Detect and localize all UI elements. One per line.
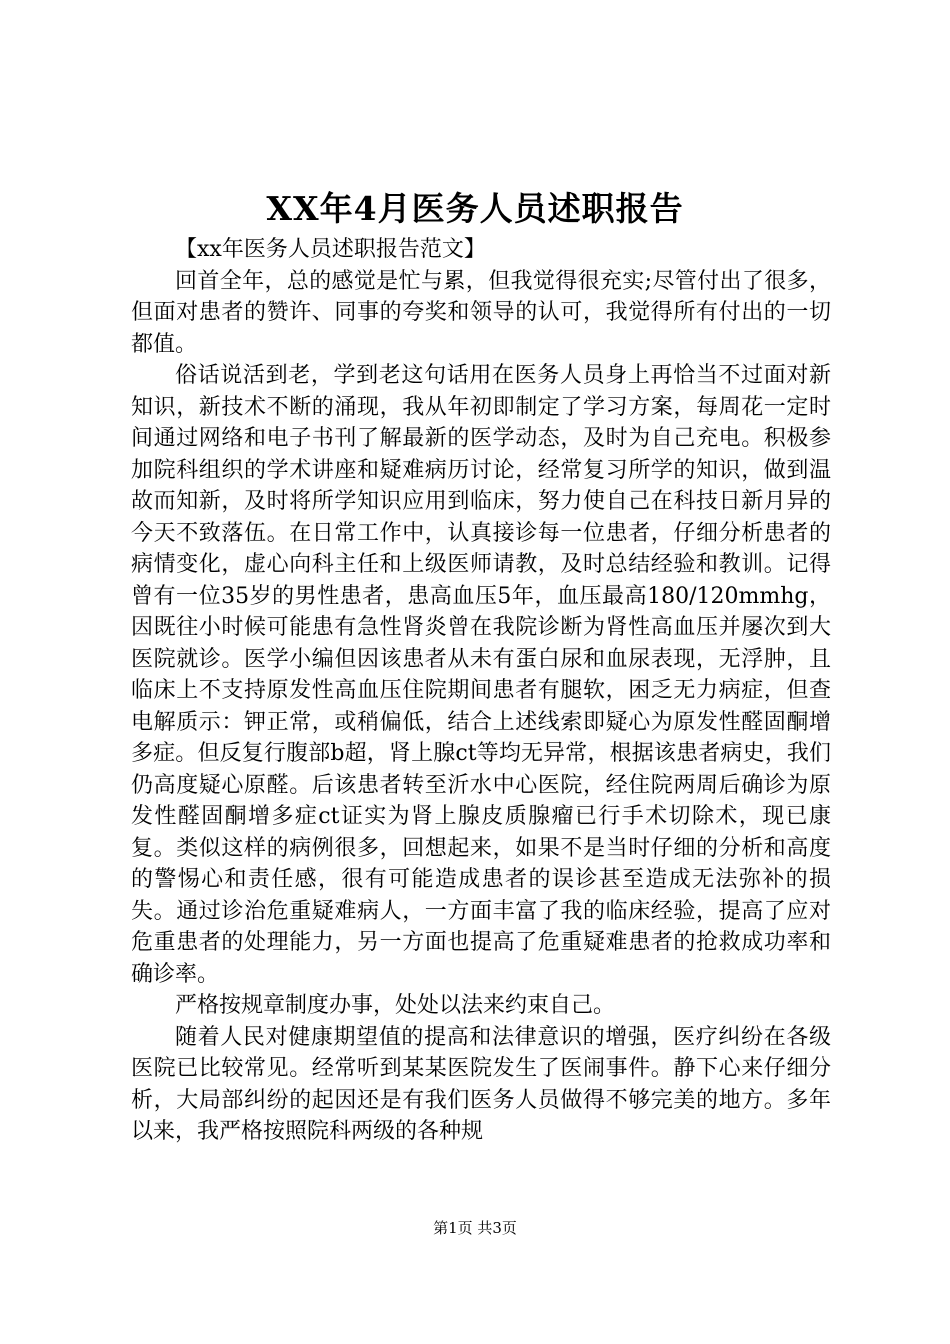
paragraph: 严格按规章制度办事，处处以法来约束自己。 (175, 993, 616, 1018)
document-body (131, 234, 831, 1148)
paragraph: 俗话说活到老，学到老这句话用在医务人员身上再恰当不过面对新知识，新技术不断的涌现，我从年初即制定了学习方案，每周花一定时间通过网络和电子书刊了解最新的医学动态，及时为自己充电。积极参加院科组织的学术讲座和疑难病历讨论，经常复习所学的知识，做到温故而知新，及时将所学知识应用到临床，努力使自己在科技日新月异的今天不致落伍。在日常工作中，认真接诊每一位患者，仔细分析患者的病情变化，虚心向科主任和上级医师请教，及时总结经验和教训。记得曾有一位35岁的男性患者，患高血压5年，血压最高180/120mmhg，因既往小时候可能患有急性肾炎曾在我院诊断为肾性高血压并屡次到大医院就诊。医学小编但因该患者从未有蛋白尿和血尿表现，无浮肿，且临床上不支持原发性高血压住院期间患者有腿软，困乏无力病症，但查电解质示：钾正常，或稍偏低，结合上述线索即疑心为原发性醛固酮增多症。但反复行腹部b超，肾上腺ct等均无异常，根据该患者病史，我们仍高度疑心原醛。后该患者转至沂水中心医院，经住院两周后确诊为原发性醛固酮增多症ct证实为肾上腺皮质腺瘤已行手术切除术，现已康复。类似这样的病例很多，回想起来，如果不是当时仔细的分析和高度的警惕心和责任感，很有可能造成患者的误诊甚至造成无法弥补的损失。通过诊治危重疑难病人，一方面丰富了我的临床经验，提高了应对危重患者的处理能力，另一方面也提高了危重疑难患者的抢救成功率和确诊率。 (131, 363, 831, 987)
document-subtitle: 【xx年医务人员述职报告范文】 (175, 237, 486, 262)
paragraph: 随着人民对健康期望值的提高和法律意识的增强，医疗纠纷在各级医院已比较常见。经常听到某某医院发生了医闹事件。静下心来仔细分析，大局部纠纷的起因还是有我们医务人员做得不够完美的地方。多年以来，我严格按照院科两级的各种规 (131, 1024, 831, 1144)
paragraph: 回首全年，总的感觉是忙与累，但我觉得很充实;尽管付出了很多，但面对患者的赞许、同事的夸奖和领导的认可，我觉得所有付出的一切都值。 (131, 268, 831, 357)
page-footer: 第1页 共3页 (433, 1219, 517, 1237)
document-title: XX年4月医务人员述职报告 (266, 189, 684, 228)
